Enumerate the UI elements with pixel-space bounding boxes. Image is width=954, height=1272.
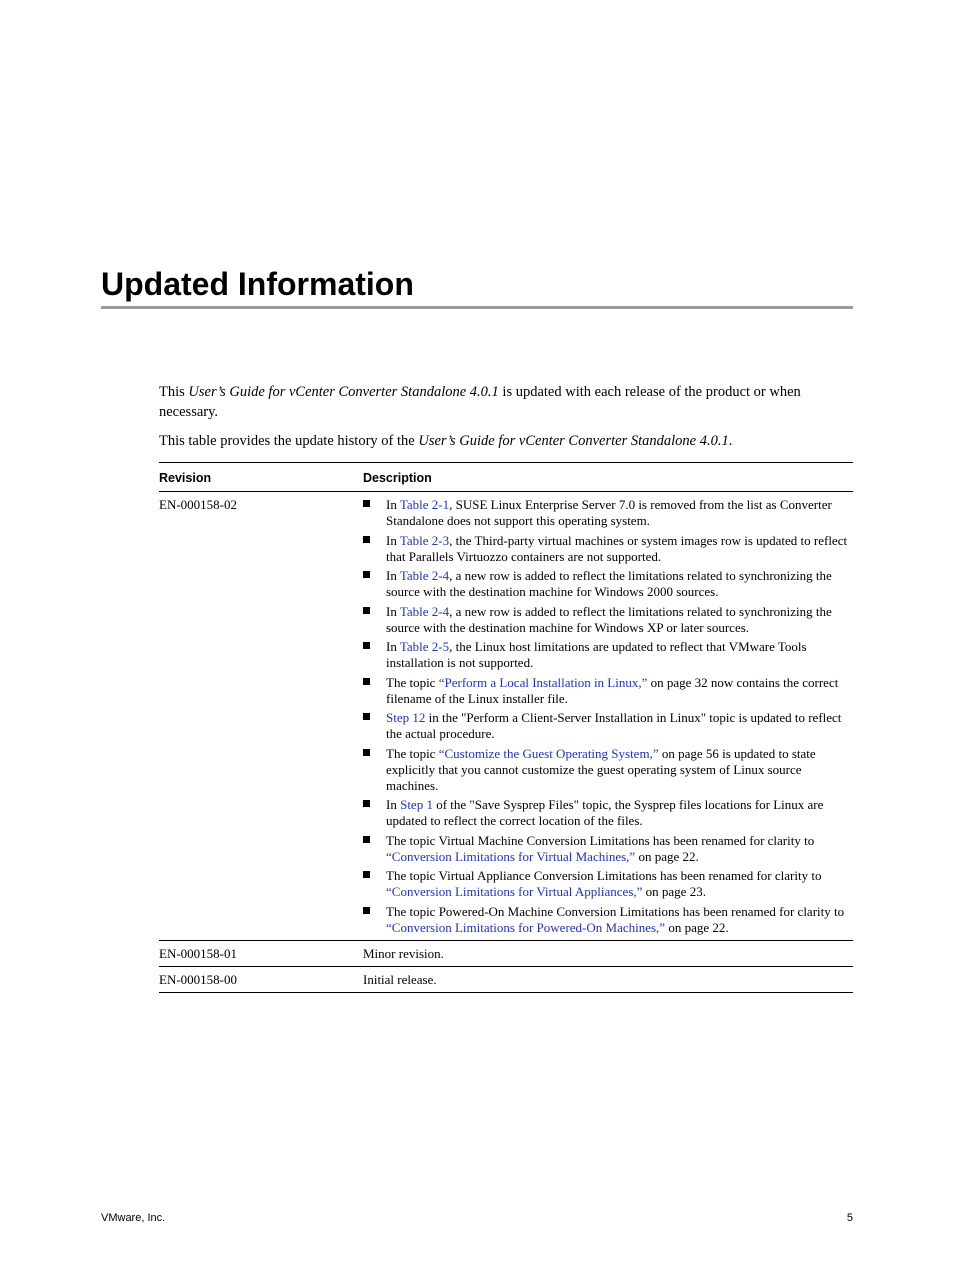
link-table-2-4[interactable]: Table 2-4: [399, 568, 450, 583]
table-header-row: [159, 463, 853, 492]
list-item: The topic “Perform a Local Installation in Linux,” on page 32 now contains the correct filename of the Linux installer file.: [363, 675, 853, 707]
link-table-2-5[interactable]: Table 2-5: [399, 639, 450, 654]
list-item: In Table 2-1, SUSE Linux Enterprise Server 7.0 is removed from the list as Converter Standalone does not support this operating system.: [363, 497, 853, 529]
list-item: Step 12 in the "Perform a Client-Server Installation in Linux" topic is updated to reflect the actual procedure.: [363, 710, 853, 742]
list-item: The topic Powered-On Machine Conversion Limitations has been renamed for clarity to “Conversion Limitations for Powered-On Machines,” on page 22.: [363, 904, 853, 936]
intro-paragraph-2: This table provides the update history of the User’s Guide for vCenter Converter Standalone 4.0.1.: [159, 433, 733, 449]
table-row: [159, 492, 853, 941]
link-perform-local-installation[interactable]: “Perform a Local Installation in Linux,”: [438, 674, 648, 690]
revision-cell: EN-000158-00: [159, 966, 363, 992]
link-customize-guest-os[interactable]: “Customize the Guest Operating System,”: [438, 745, 659, 761]
description-cell: Initial release.: [363, 966, 853, 992]
table-row: [159, 940, 853, 966]
title-rule: [101, 306, 853, 309]
description-column-header: Description: [363, 463, 853, 492]
table-row: [159, 966, 853, 992]
list-item: The topic Virtual Appliance Conversion Limitations has been renamed for clarity to “Conversion Limitations for Virtual Appliances,” on page 23.: [363, 868, 853, 900]
guide-title: User’s Guide for vCenter Converter Standalone 4.0.1: [188, 384, 499, 400]
link-table-2-1[interactable]: Table 2-1: [399, 497, 450, 512]
link-table-2-3[interactable]: Table 2-3: [399, 532, 450, 548]
intro-text: [159, 382, 853, 460]
change-list: [363, 497, 853, 936]
footer-company: VMware, Inc.: [101, 1212, 166, 1224]
list-item: The topic “Customize the Guest Operating System,” on page 56 is updated to state explicitly that you cannot customize the guest operating system of Linux source machines.: [363, 746, 853, 794]
revision-column-header: Revision: [159, 463, 363, 492]
link-table-2-4[interactable]: Table 2-4: [399, 603, 450, 619]
description-cell: Minor revision.: [363, 940, 853, 966]
list-item: In Table 2-5, the Linux host limitations are updated to reflect that VMware Tools installation is not supported.: [363, 639, 853, 671]
list-item: In Step 1 of the "Save Sysprep Files" topic, the Sysprep files locations for Linux are updated to reflect the correct location of the files.: [363, 797, 853, 829]
link-step-1[interactable]: Step 1: [400, 797, 433, 812]
description-cell: [363, 492, 853, 941]
link-conversion-limitations-vms[interactable]: “Conversion Limitations for Virtual Machines,”: [386, 848, 636, 864]
link-step-12[interactable]: Step 12: [386, 710, 426, 725]
list-item: In Table 2-4, a new row is added to reflect the limitations related to synchronizing the source with the destination machine for Windows XP or later sources.: [363, 604, 853, 636]
link-conversion-limitations-powered-on[interactable]: “Conversion Limitations for Powered-On Machines,”: [386, 919, 666, 935]
revision-cell: EN-000158-02: [159, 492, 363, 941]
list-item: The topic Virtual Machine Conversion Limitations has been renamed for clarity to “Conversion Limitations for Virtual Machines,” on page 22.: [363, 833, 853, 865]
revision-cell: EN-000158-01: [159, 940, 363, 966]
revision-history-table: [159, 462, 853, 993]
footer-page-number: 5: [846, 1212, 853, 1224]
link-conversion-limitations-appliances[interactable]: “Conversion Limitations for Virtual Appliances,”: [386, 884, 643, 899]
list-item: In Table 2-3, the Third-party virtual machines or system images row is updated to reflect that Parallels Virtuozzo containers are not supported.: [363, 533, 853, 565]
list-item: In Table 2-4, a new row is added to reflect the limitations related to synchronizing the source with the destination machine for Windows 2000 sources.: [363, 568, 853, 600]
page-title: Updated Information: [101, 266, 414, 302]
guide-title: User’s Guide for vCenter Converter Standalone 4.0.1: [418, 433, 729, 449]
intro-paragraph-1: This User’s Guide for vCenter Converter Standalone 4.0.1 is updated with each release of the product or when necessary.: [159, 384, 801, 420]
